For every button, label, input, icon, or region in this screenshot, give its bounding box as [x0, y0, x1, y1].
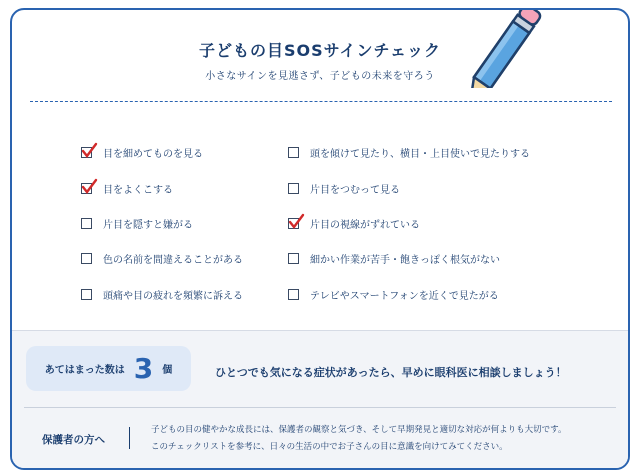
- checklist-item-label: 細かい作業が苦手・飽きっぽく根気がない: [310, 255, 500, 266]
- parents-message-line: 子どもの目の健やかな成長には、保護者の観察と気づき、そして早期発見と適切な対応が何よりも大切です。: [151, 425, 567, 435]
- checkbox[interactable]: [81, 218, 92, 229]
- divider: [24, 407, 616, 408]
- checklist-item[interactable]: [81, 287, 243, 302]
- checkbox[interactable]: [288, 253, 299, 264]
- checklist-item-label: 片目を隠すと嫌がる: [103, 220, 193, 231]
- checkbox-checked[interactable]: [288, 218, 299, 229]
- checklist-item[interactable]: [81, 145, 203, 160]
- divider: [30, 101, 612, 102]
- checklist-item-label: 色の名前を間違えることがある: [103, 255, 243, 266]
- check-icon: [81, 179, 97, 195]
- checklist-item-label: 目をよくこする: [103, 185, 173, 196]
- checklist-item-label: 片目の視線がずれている: [310, 220, 420, 231]
- count-unit: 個: [162, 365, 173, 376]
- checklist-item-label: 片目をつむって見る: [310, 185, 400, 196]
- checklist-item-label: 目を細めてものを見る: [103, 149, 203, 160]
- checkbox-checked[interactable]: [81, 147, 92, 158]
- page-title: 子どもの目SOSサインチェック: [198, 41, 442, 60]
- checkbox[interactable]: [81, 289, 92, 300]
- checklist-item[interactable]: [288, 145, 530, 160]
- checked-count: 3: [133, 351, 154, 385]
- count-label: あてはまった数は: [44, 365, 125, 376]
- advice-text: ひとつでも気になる症状があったら、早めに眼科医に相談しましょう！: [215, 366, 567, 379]
- checklist-item[interactable]: [288, 251, 500, 266]
- checkbox[interactable]: [288, 147, 299, 158]
- checkbox-checked[interactable]: [81, 183, 92, 194]
- heading-separator: [129, 427, 130, 449]
- checklist-item[interactable]: [288, 216, 420, 231]
- result-panel: [12, 330, 628, 470]
- checklist-card: [10, 8, 630, 470]
- check-icon: [81, 143, 97, 159]
- page-subtitle: 小さなサインを見逃さず、子どもの未来を守ろう: [205, 71, 435, 82]
- parents-heading: 保護者の方へ: [42, 434, 105, 446]
- checkbox[interactable]: [288, 289, 299, 300]
- checklist-item[interactable]: [81, 251, 243, 266]
- checklist-item[interactable]: [288, 287, 499, 302]
- checklist-item[interactable]: [288, 181, 400, 196]
- count-badge: [26, 346, 191, 391]
- checkbox[interactable]: [288, 183, 299, 194]
- checklist-item-label: 頭痛や目の疲れを頻繁に訴える: [103, 291, 243, 302]
- parents-message: [151, 422, 567, 456]
- check-icon: [288, 214, 304, 230]
- checklist-item[interactable]: [81, 216, 193, 231]
- checklist-item-label: テレビやスマートフォンを近くで見たがる: [310, 291, 499, 302]
- checklist-item[interactable]: [81, 181, 173, 196]
- checkbox[interactable]: [81, 253, 92, 264]
- checklist-item-label: 頭を傾けて見たり、横目・上目使いで見たりする: [310, 149, 530, 160]
- parents-message-line: このチェックリストを参考に、日々の生活の中でお子さんの目に意識を向けてみてください。: [151, 442, 508, 452]
